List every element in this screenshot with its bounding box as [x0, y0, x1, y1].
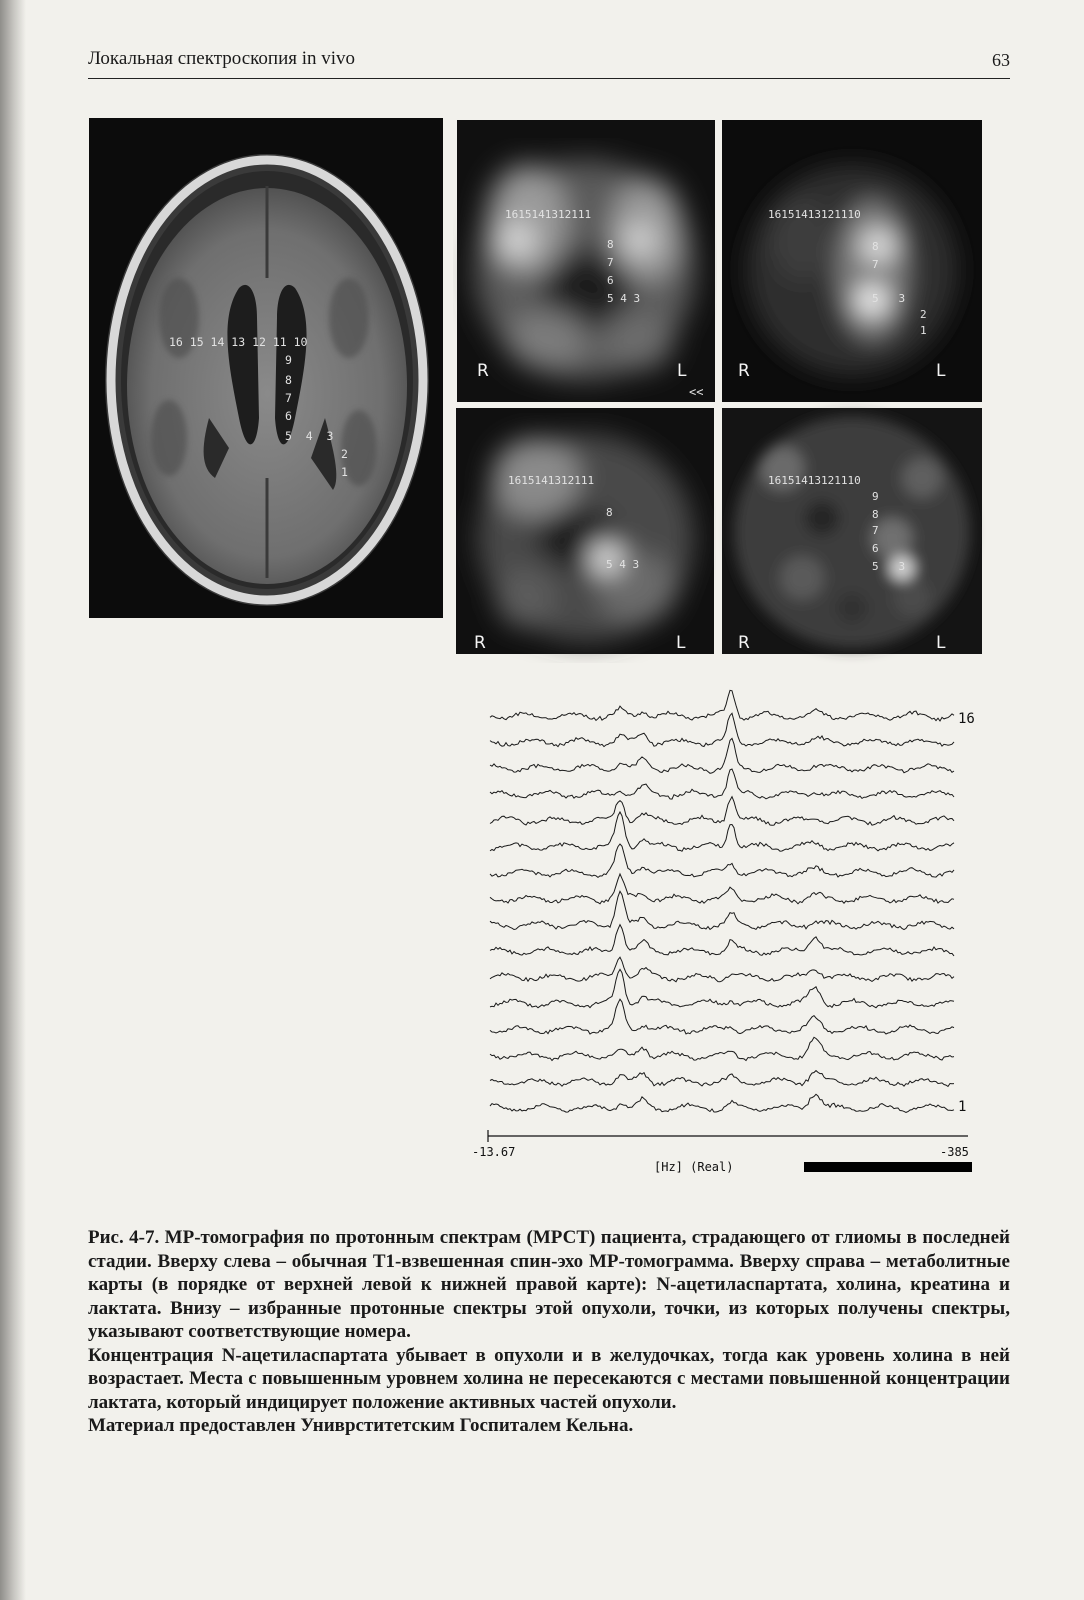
spectrum-trace-9 — [490, 874, 954, 904]
caption-credit: Материал предоставлен Униврститетским Госпиталем Кельна. — [88, 1415, 634, 1436]
spectrum-trace-13 — [490, 769, 954, 799]
t1-voxel-row: 16 15 14 13 12 11 10 — [169, 335, 308, 349]
spectra-axis-left-value: -13.67 — [472, 1145, 516, 1159]
caption-para-1 — [88, 1226, 1010, 1344]
choline-map-voxel-row: 16151413121110 — [768, 208, 861, 221]
t1-voxel-bottom-row: 5 4 3 — [285, 429, 334, 443]
choline-map-left-marker: L — [936, 361, 946, 381]
creatine-map — [456, 408, 714, 654]
creatine-map-voxel-row: 1615141312111 — [508, 474, 595, 487]
naa-map-left-marker: L — [677, 361, 687, 381]
choline-map-voxel-2: 2 — [920, 308, 927, 321]
spectrum-trace-1 — [490, 1094, 954, 1112]
lactate-map-voxel-6: 6 — [872, 542, 879, 555]
lactate-map-voxel-8: 8 — [872, 508, 879, 521]
proton-spectra-stack — [472, 690, 996, 1215]
spectrum-trace-6 — [490, 957, 954, 982]
naa-map-right-marker: R — [477, 361, 489, 381]
naa-map-arrows: << — [689, 385, 704, 399]
naa-map-voxel-row: 1615141312111 — [505, 208, 592, 221]
spectrum-trace-7 — [490, 925, 954, 956]
t1-voxel-6: 6 — [285, 409, 292, 423]
scale-bar — [804, 1162, 972, 1172]
t1-voxel-7: 7 — [285, 391, 292, 405]
lactate-map-left-marker: L — [936, 633, 946, 653]
creatine-map-voxel-8: 8 — [606, 506, 613, 519]
lactate-map-voxel-bottom: 5 3 — [872, 560, 906, 573]
spectrum-label-top: 16 — [958, 711, 975, 727]
creatine-map-voxel-bottom: 5 4 3 — [606, 558, 640, 571]
naa-map-voxel-bottom: 5 4 3 — [607, 292, 641, 305]
spectrum-trace-11 — [490, 812, 954, 851]
creatine-map-right-marker: R — [474, 633, 486, 653]
spectrum-trace-2 — [490, 1071, 954, 1087]
lactate-map-voxel-9: 9 — [872, 490, 879, 503]
t1-voxel-9: 9 — [285, 353, 292, 367]
t1-mr-image — [89, 118, 443, 618]
t1-voxel-1: 1 — [341, 465, 348, 479]
choline-map-voxel-7: 7 — [872, 258, 879, 271]
choline-map-voxel-1: 1 — [920, 324, 927, 337]
choline-map-right-marker: R — [738, 361, 750, 381]
choline-map-voxel-8: 8 — [872, 240, 879, 253]
running-head — [88, 48, 1010, 79]
lactate-map — [722, 408, 982, 654]
spectrum-label-bottom: 1 — [958, 1099, 967, 1115]
spectrum-trace-3 — [490, 1037, 954, 1060]
running-title: Локальная спектроскопия in vivo — [88, 48, 356, 69]
lactate-map-right-marker: R — [738, 633, 750, 653]
naa-map — [457, 120, 715, 402]
spectrum-trace-16 — [490, 690, 954, 721]
t1-voxel-2: 2 — [341, 447, 348, 461]
spectra-axis-unit: [Hz] (Real) — [654, 1160, 734, 1174]
naa-map-voxel-6: 6 — [607, 274, 614, 287]
choline-map — [722, 120, 982, 402]
naa-map-voxel-7: 7 — [607, 256, 614, 269]
spectra-traces — [490, 690, 954, 1112]
caption-label: Рис. 4-7. — [88, 1227, 160, 1248]
lactate-map-voxel-row: 16151413121110 — [768, 474, 861, 487]
caption-para-2: Концентрация N-ацетиласпартата убывает в опухоли и в желудочках, тогда как уровень холина в ней возрастает. Места с повышенным уровнем холина не пересекаются с местами повышенной концентрации лактата, который индицирует положение активных частей опухоли. — [88, 1344, 1010, 1413]
t1-voxel-8: 8 — [285, 373, 292, 387]
creatine-map-left-marker: L — [676, 633, 686, 653]
figure-caption — [88, 1226, 1010, 1438]
page-number: 63 — [992, 50, 1010, 70]
page-shadow-edge — [0, 0, 26, 1600]
spectra-axis-right-value: -385 — [940, 1145, 969, 1159]
lactate-map-voxel-7: 7 — [872, 524, 879, 537]
caption-main-text: МР-томография по протонным спектрам (МРСТ) пациента, страдающего от глиомы в последней стадии. Вверху слева – обычная Т1-взвешенная спин-эхо МР-томограмма. Вверху справа – метаболитные карты (в порядке от верхней левой к нижней правой карте): N-ацетиласпартата, холина, креатина и лактата. Внизу – избранные протонные спектры этой опухоли, точки, из которых получены спектры, указывают соответствующие номера. — [88, 1227, 1010, 1342]
spectrum-trace-12 — [490, 797, 954, 826]
naa-map-voxel-8: 8 — [607, 238, 614, 251]
choline-map-voxel-bottom: 5 3 — [872, 292, 906, 305]
spectrum-trace-8 — [490, 891, 954, 929]
